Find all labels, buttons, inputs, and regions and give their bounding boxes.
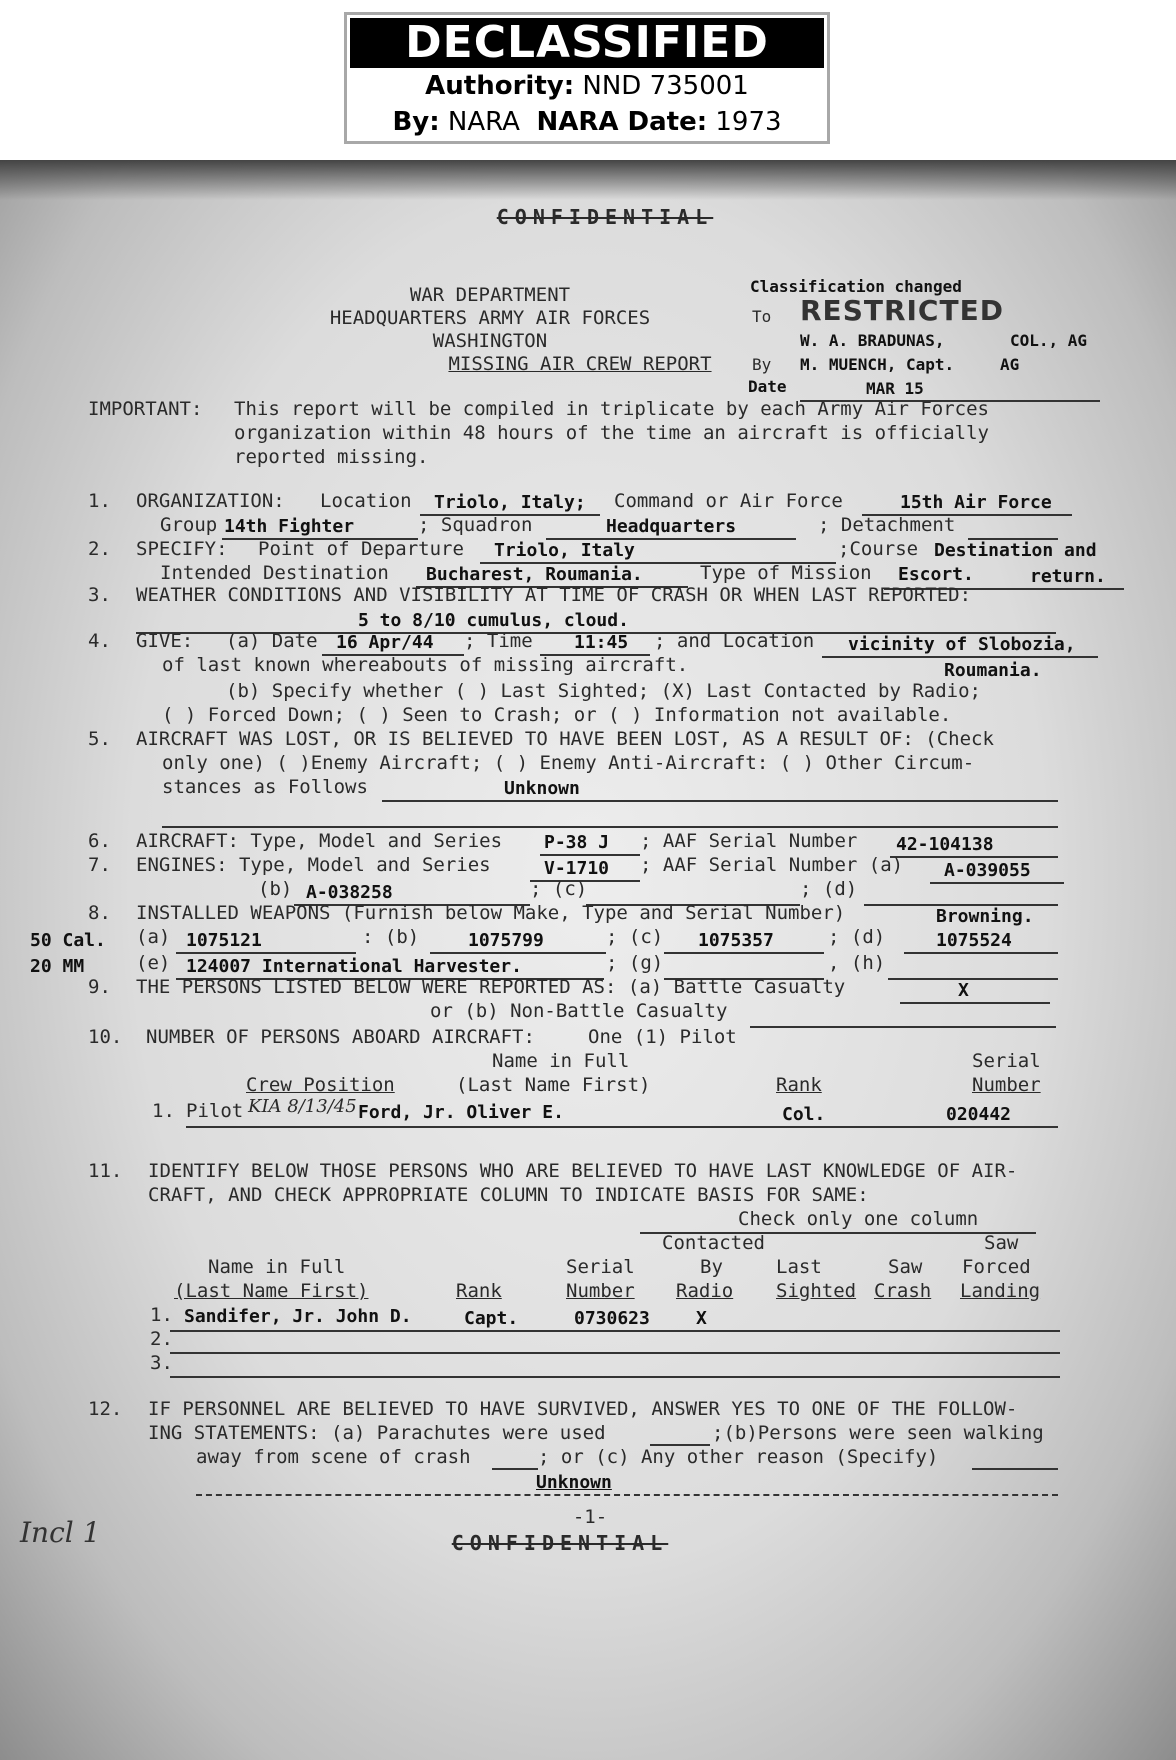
last-contact-options: (b) Specify whether ( ) Last Sighted; (X) Last Contacted by Radio; [226,680,981,702]
important-line2: organization within 48 hours of the time an aircraft is officially [234,422,989,444]
engine-type: V-1710 [544,858,610,879]
report-title: MISSING AIR CREW REPORT [448,353,712,375]
weather: 5 to 8/10 cumulus, cloud. [358,610,629,631]
witness-name: Sandifer, Jr. John D. [184,1306,412,1327]
classification-bottom: CONFIDENTIAL [451,1531,669,1555]
reclass-line2: W. A. BRADUNAS, [800,331,945,350]
reclass-line1: Classification changed [750,277,962,296]
reclass-line2-tail: COL., AG [1010,331,1088,350]
persons-aboard: One (1) Pilot [588,1026,737,1048]
weapon-c: 1075357 [698,930,774,951]
engine-serial-a: A-039055 [944,860,1031,881]
location-missing-2: Roumania. [944,660,1042,681]
crew-name: Ford, Jr. Oliver E. [358,1102,564,1123]
stamp-authority: Authority: NND 735001 [425,71,749,101]
weapons-side-note-1: 50 Cal. [30,930,106,951]
reclass-date-value: MAR 15 [866,379,924,398]
important-line1: This report will be compiled in triplicate by each Army Air Forces [234,398,989,420]
org-location: Triolo, Italy; [434,492,586,513]
mission-type-2: return. [1030,566,1106,587]
page-number: -1- [572,1506,608,1528]
reclass-line3: M. MUENCH, Capt. [800,355,955,374]
kia-annotation: KIA 8/13/45 [248,1096,357,1117]
aircraft-type: P-38 J [544,832,610,853]
reclass-date-label: Date [748,377,787,396]
weapon-e: 124007 International Harvester. [186,956,522,977]
org-squadron: Headquarters [606,516,737,537]
reclass-by: By [752,355,772,374]
mission-type: Escort. [898,564,974,585]
date-missing: 16 Apr/44 [336,632,434,653]
intended-destination: Bucharest, Roumania. [426,564,643,585]
hq-heading: HEADQUARTERS ARMY AIR FORCES [329,307,651,329]
engine-serial-b: A-038258 [306,882,393,903]
inclosure-note: Incl 1 [20,1516,101,1549]
weapon-a: 1075121 [186,930,262,951]
crew-position: Pilot [186,1100,244,1122]
crew-serial: 020442 [946,1104,1012,1125]
cause-of-loss: Unknown [504,778,580,799]
point-of-departure: Triolo, Italy [494,540,635,561]
course: Destination and [934,540,1097,561]
witness-radio: X [696,1308,707,1329]
stamp-by: By: NARA NARA Date: 1973 [392,107,782,137]
reclass-line3-tail: AG [1000,355,1020,374]
org-group: 14th Fighter [224,516,355,537]
document-page: CONFIDENTIAL WAR DEPARTMENT HEADQUARTERS ARMY AIR FORCES WASHINGTON MISSING AIR CREW REPORT Classification changed RESTRICTED To W. A. BRADUNAS, COL., AG By M. MUENCH, Capt. AG Date MAR 15 IMPORTANT: This report will be compiled in triplicate by each Army Air Forces organization within 48 hours of the time an aircraft is officially reported missing. 1. ORGANIZATION: Location Triolo, Italy; Command or Air Force 15th Air Force Group 14th Fighter ; Squadron Headquarters ; Detachment 2. SPECIFY: Point of Departure Triolo, Italy ;Course Destination and Intended Destination Bucharest, Roumania. Type of Mission Escort. return. 3. WEATHER CONDITIONS AND VISIBILITY AT TIME OF CRASH OR WHEN LAST REPORTED: 5 to 8/10 cumulus, cloud. 4. GIVE: (a) Date 16 Apr/44 ; Time 11:45 ; and Location vicinity of Slobozia, of last known whereabouts of missing aircraft. Roumania. (b) Specify whether ( ) Last Sighted; (X) Last Contacted by Radio; ( ) Forced Down; ( ) Seen to Crash; or ( ) Information not available. 5. AIRCRAFT WAS LOST, OR IS BELIEVED TO HAVE BEEN LOST, AS A RESULT OF: (Check only one) ( )Enemy Aircraft; ( ) Enemy Anti-Aircraft: ( ) Other Circum- stances as Follows Unknown 6. AIRCRAFT: Type, Model and Series P-38 J ; AAF Serial Number 42-104138 7. ENGINES: Type, Model and Series V-1710 ; AAF Serial Number (a) A-039055 (b) A-038258 ; (c) ; (d) 8. INSTALLED WEAPONS (Furnish below Make, Type and Serial Number) Browning. 50 Cal. 20 MM (a) 1075121 : (b) 1075799 ; (c) 1075357 ; (d) 1075524 (e) 124007 International Harvester. ; (g) , (h) 9. THE PERSONS LISTED BELOW WERE REPORTED AS: (a) Battle Casualty X or (b) Non-Battle Casualty 10. NUMBER OF PERSONS ABOARD AIRCRAFT: One (1) Pilot Name in Full Serial Crew Position (Last Name First) Rank Number 1. Pilot KIA 8/13/45 Ford, Jr. Oliver E. Col. 020442 11. IDENTIFY BELOW THOSE PERSONS WHO ARE BELIEVED TO HAVE LAST KNOWLEDGE OF AIR- CRAFT, AND CHECK APPROPRIATE COLUMN TO INDICATE BASIS FOR SAME: Check only one column Contacted Saw Name in Full Serial By Last Saw Forced (Last Name First) Rank Number Radio Sighted Crash Landing 1. Sandifer, Jr. John D. Capt. 0730623 X 2. 3. 12. IF PERSONNEL ARE BELIEVED TO HAVE SURVIVED, ANSWER YES TO ONE OF THE FOLLOW- ING STATEMENTS: (a) Parachutes were used ;(b)Persons were seen walking away from scene of crash ; or (c) Any other reason (Specify) Unknown -1- CONFIDENTIAL Incl 1 [0,160,1176,1760]
war-department: WAR DEPARTMENT [409,284,571,306]
survival-answer: Unknown [536,1472,612,1493]
washington: WASHINGTON [432,330,548,352]
weapons-side-note-2: 20 MM [30,956,85,977]
classification-top: CONFIDENTIAL [496,205,714,229]
crew-rank: Col. [782,1104,826,1125]
restricted-stamp: RESTRICTED [800,294,1004,327]
important-label: IMPORTANT: [88,398,203,420]
important-line3: reported missing. [234,446,429,468]
org-command: 15th Air Force [900,492,1052,513]
weapon-b: 1075799 [468,930,544,951]
witness-serial: 0730623 [574,1308,650,1329]
aircraft-serial: 42-104138 [896,834,994,855]
location-missing: vicinity of Slobozia, [848,634,1076,655]
declassified-stamp [344,12,830,144]
weapon-d: 1075524 [936,930,1012,951]
weapons-make: Browning. [936,906,1034,927]
reclass-to: To [752,307,772,326]
witness-rank: Capt. [464,1308,519,1329]
battle-casualty-mark: X [958,980,969,1001]
time-missing: 11:45 [574,632,629,653]
stamp-title: DECLASSIFIED [350,18,824,68]
